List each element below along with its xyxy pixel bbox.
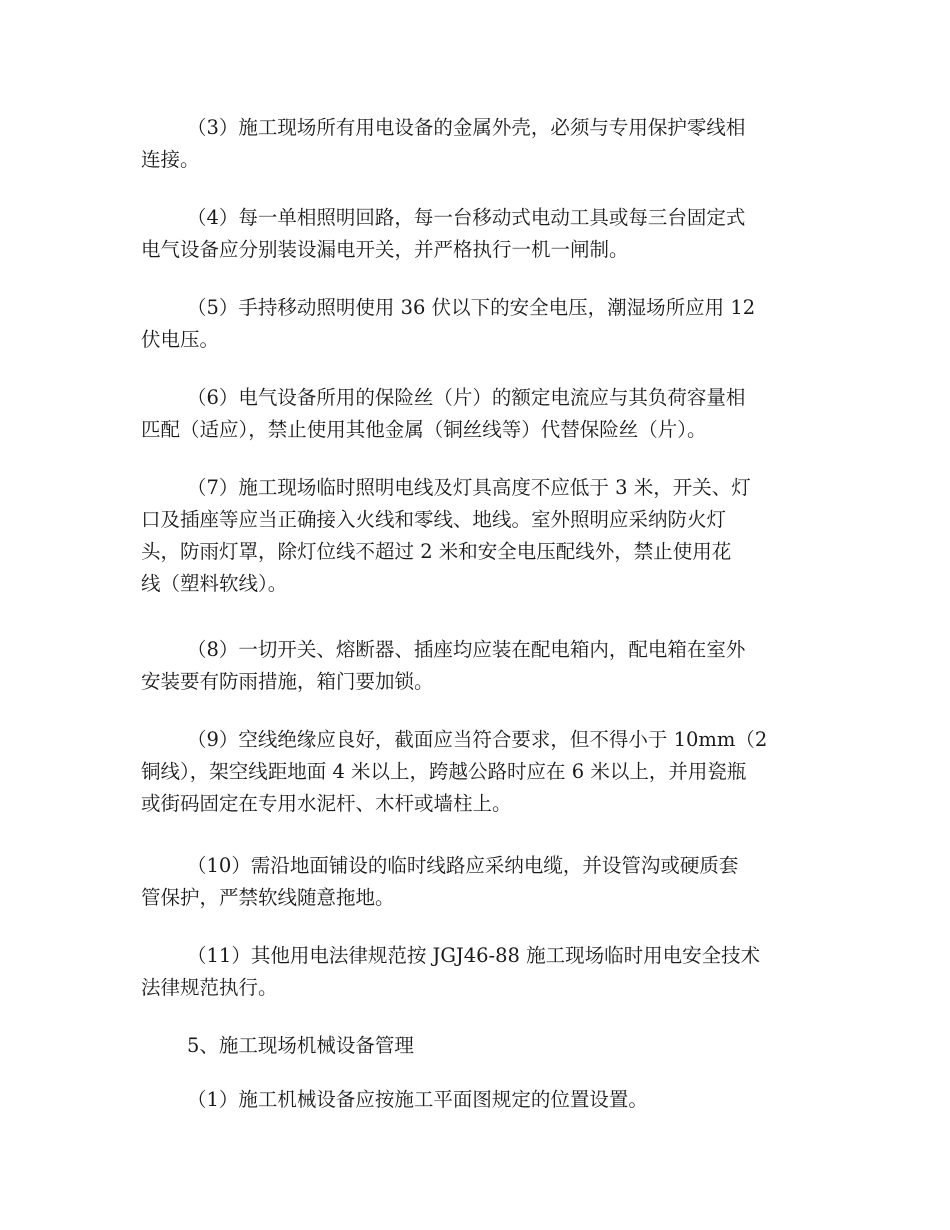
paragraph-item-10: （10）需沿地面铺设的临时线路应采纳电缆，并设管沟或硬质套 管保护，严禁软线随意拖地。 <box>141 854 739 909</box>
paragraph-item-11: （11）其他用电法律规范按 JGJ46-88 施工现场临时用电安全技术 法律规范执行。 <box>141 944 761 999</box>
paragraph-item-9: （9）空线绝缘应良好，截面应当符合要求，但不得小于 10mm（2 铜线），架空线距地面 4 米以上，跨越公路时应在 6 米以上，并用瓷瓶 或街码固定在专用水泥杆、木杆或墙柱上。 <box>141 728 768 815</box>
paragraph-item-5: （5）手持移动照明使用 36 伏以下的安全电压，潮湿场所应用 12 伏电压。 <box>141 296 756 351</box>
paragraph-item-3: （3）施工现场所有用电设备的金属外壳，必须与专用保护零线相 连接。 <box>141 116 746 171</box>
paragraph-item-7: （7）施工现场临时照明电线及灯具高度不应低于 3 米，开关、灯 口及插座等应当正确接入火线和零线、地线。室外照明应采纳防火灯 头，防雨灯罩，除灯位线不超过 2 米和安全电压配线外，禁止使用花 线（塑料软线）。 <box>141 476 751 595</box>
paragraph-item-4: （4）每一单相照明回路，每一台移动式电动工具或每三台固定式 电气设备应分别装设漏电开关，并严格执行一机一闸制。 <box>141 206 746 261</box>
section-heading: 5、施工现场机械设备管理 <box>187 1034 414 1057</box>
paragraph-item-6: （6）电气设备所用的保险丝（片）的额定电流应与其负荷容量相 匹配（适应），禁止使用其他金属（铜丝线等）代替保险丝（片）。 <box>141 386 746 441</box>
paragraph-item-8: （8）一切开关、熔断器、插座均应装在配电箱内，配电箱在室外 安装要有防雨措施，箱门要加锁。 <box>141 638 746 693</box>
paragraph-item-1: （1）施工机械设备应按施工平面图规定的位置设置。 <box>187 1088 648 1111</box>
